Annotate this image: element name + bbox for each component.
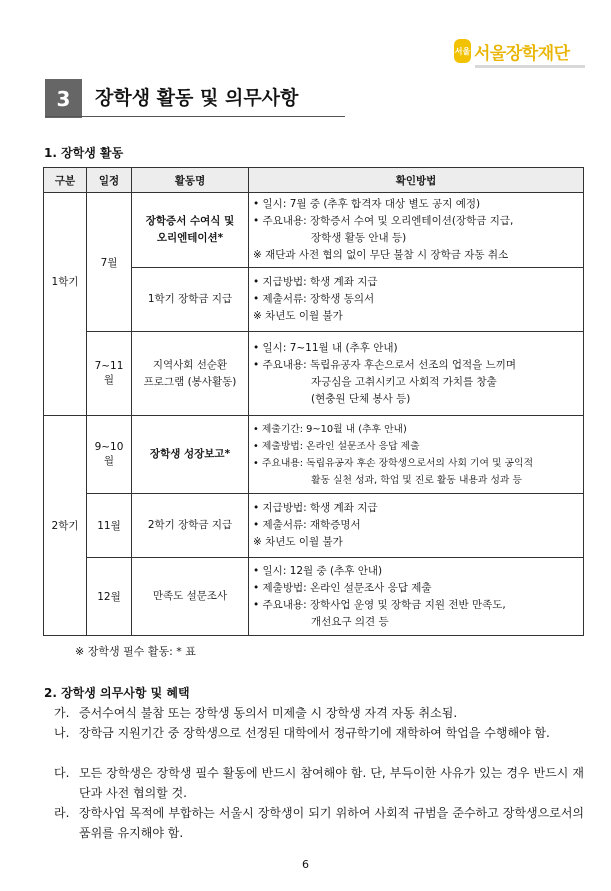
- method-line: • 일시: 12월 중 (추후 안내): [253, 564, 383, 577]
- method-cell: [249, 416, 584, 494]
- method-line: • 제출기간: 9~10월 내 (추후 안내): [253, 423, 407, 435]
- method-cell: [249, 332, 584, 416]
- method-line: ※ 재단과 사전 협의 없이 무단 불참 시 장학금 자동 취소: [253, 249, 509, 261]
- duty-item: [54, 803, 584, 843]
- method-line: • 지급방법: 학생 계좌 지급: [253, 502, 378, 514]
- method-line: • 주요내용: 장학사업 운영 및 장학금 지원 전반 만족도,: [253, 598, 506, 611]
- activity-name: 2학기 장학금 지급: [147, 519, 233, 531]
- method-line: • 제출방법: 온라인 설문조사 응답 제출: [253, 440, 420, 452]
- column-header: 확인방법: [249, 168, 584, 193]
- activity-name: 장학생 성장보고*: [149, 448, 231, 460]
- activity-name: 만족도 설문조사: [152, 590, 228, 602]
- logo-subtitle-bar: [475, 65, 585, 68]
- logo-text: 서울장학재단: [474, 43, 570, 64]
- activity-name-cell: [132, 494, 249, 558]
- duty-marker: 나.: [54, 726, 70, 740]
- section-number: 3: [45, 79, 82, 118]
- method-cell: [249, 494, 584, 558]
- method-line: ※ 차년도 이월 불가: [253, 310, 343, 322]
- schedule-cell: 9~10월: [87, 416, 132, 494]
- activity-name-cell: [132, 193, 249, 268]
- column-header: 일정: [87, 168, 132, 193]
- section-title: 장학생 활동 및 의무사항: [95, 87, 299, 109]
- method-line: (현충원 단체 봉사 등): [311, 392, 411, 405]
- semester-cell: 1학기: [44, 193, 87, 416]
- table-row: [44, 494, 584, 558]
- schedule-cell: 7월: [87, 193, 132, 332]
- table-row: [44, 332, 584, 416]
- method-line: • 주요내용: 독립유공자 후손으로서 선조의 업적을 느끼며: [253, 358, 517, 371]
- method-line: • 일시: 7월 중 (추후 합격자 대상 별도 공지 예정): [253, 198, 481, 210]
- method-line: • 일시: 7~11월 내 (추후 안내): [253, 341, 398, 354]
- activity-name: 프로그램 (봉사활동): [143, 375, 237, 388]
- method-line: • 주요내용: 장학증서 수여 및 오리엔테이션(장학금 지급,: [253, 215, 514, 227]
- activity-name: 장학증서 수여식 및: [145, 215, 235, 227]
- method-cell: [249, 558, 584, 636]
- duty-text: 증서수여식 불참 또는 장학생 동의서 미제출 시 장학생 자격 자동 취소됨.: [79, 706, 458, 720]
- activity-name-cell: [132, 268, 249, 332]
- activity-name: 1학기 장학금 지급: [147, 293, 233, 305]
- logo-badge-icon: 서울: [454, 39, 471, 63]
- method-line: 자긍심을 고취시키고 사회적 가치를 창출: [311, 375, 497, 388]
- page-number: 6: [302, 858, 309, 871]
- method-line: • 주요내용: 독립유공자 후손 장학생으로서의 사회 기여 및 공익적: [253, 457, 534, 469]
- duty-marker: 가.: [54, 706, 70, 720]
- semester-cell: 2학기: [44, 416, 87, 636]
- duty-text: 모든 장학생은 장학생 필수 활동에 반드시 참여해야 함. 단, 부득이한 사유가 있는 경우 반드시 재단과 사전 협의할 것.: [79, 766, 584, 800]
- schedule-cell: 12월: [87, 558, 132, 636]
- method-cell: [249, 193, 584, 268]
- duty-item: [54, 703, 584, 723]
- method-line: 개선요구 의견 등: [311, 615, 389, 628]
- duty-marker: 라.: [54, 806, 70, 820]
- table-row: [44, 193, 584, 268]
- table-header-row: [44, 168, 584, 193]
- table-row: [44, 416, 584, 494]
- duty-text: 장학금 지원기간 중 장학생으로 선정된 대학에서 정규학기에 재학하여 학업을 수행해야 함.: [79, 726, 550, 740]
- method-line: • 제출서류: 재학증명서: [253, 519, 361, 531]
- method-line: 장학생 활동 안내 등): [311, 232, 407, 244]
- duty-text: 장학사업 목적에 부합하는 서울시 장학생이 되기 위하여 사회적 규범을 준수하고 장학생으로서의 품위를 유지해야 함.: [79, 806, 584, 840]
- method-line: • 제출방법: 온라인 설문조사 응답 제출: [253, 581, 432, 594]
- activity-name-cell: [132, 416, 249, 494]
- duties-heading: 2. 장학생 의무사항 및 혜택: [44, 686, 190, 700]
- table-row: [44, 558, 584, 636]
- activity-name: 오리엔테이션*: [156, 232, 224, 244]
- schedule-cell: 11월: [87, 494, 132, 558]
- section-header: [45, 79, 390, 118]
- duty-marker: 다.: [54, 766, 70, 780]
- activity-name-cell: [132, 332, 249, 416]
- duty-item: [54, 723, 584, 743]
- activity-name-cell: [132, 558, 249, 636]
- required-activity-note: ※ 장학생 필수 활동: * 표: [75, 645, 196, 658]
- duty-item: [54, 763, 584, 803]
- activity-name: 지역사회 선순환: [152, 358, 228, 371]
- column-header: 활동명: [132, 168, 249, 193]
- activities-heading: 1. 장학생 활동: [44, 146, 124, 160]
- method-line: • 지급방법: 학생 계좌 지급: [253, 276, 378, 288]
- foundation-logo: [454, 38, 570, 64]
- schedule-cell: 7~11월: [87, 332, 132, 416]
- column-header: 구분: [44, 168, 87, 193]
- activities-table: [43, 167, 584, 636]
- method-line: • 제출서류: 장학생 동의서: [253, 293, 375, 305]
- method-cell: [249, 268, 584, 332]
- section-divider: [45, 116, 345, 117]
- method-line: 활동 실천 성과, 학업 및 진로 활동 내용과 성과 등: [311, 474, 522, 486]
- method-line: ※ 차년도 이월 불가: [253, 536, 343, 548]
